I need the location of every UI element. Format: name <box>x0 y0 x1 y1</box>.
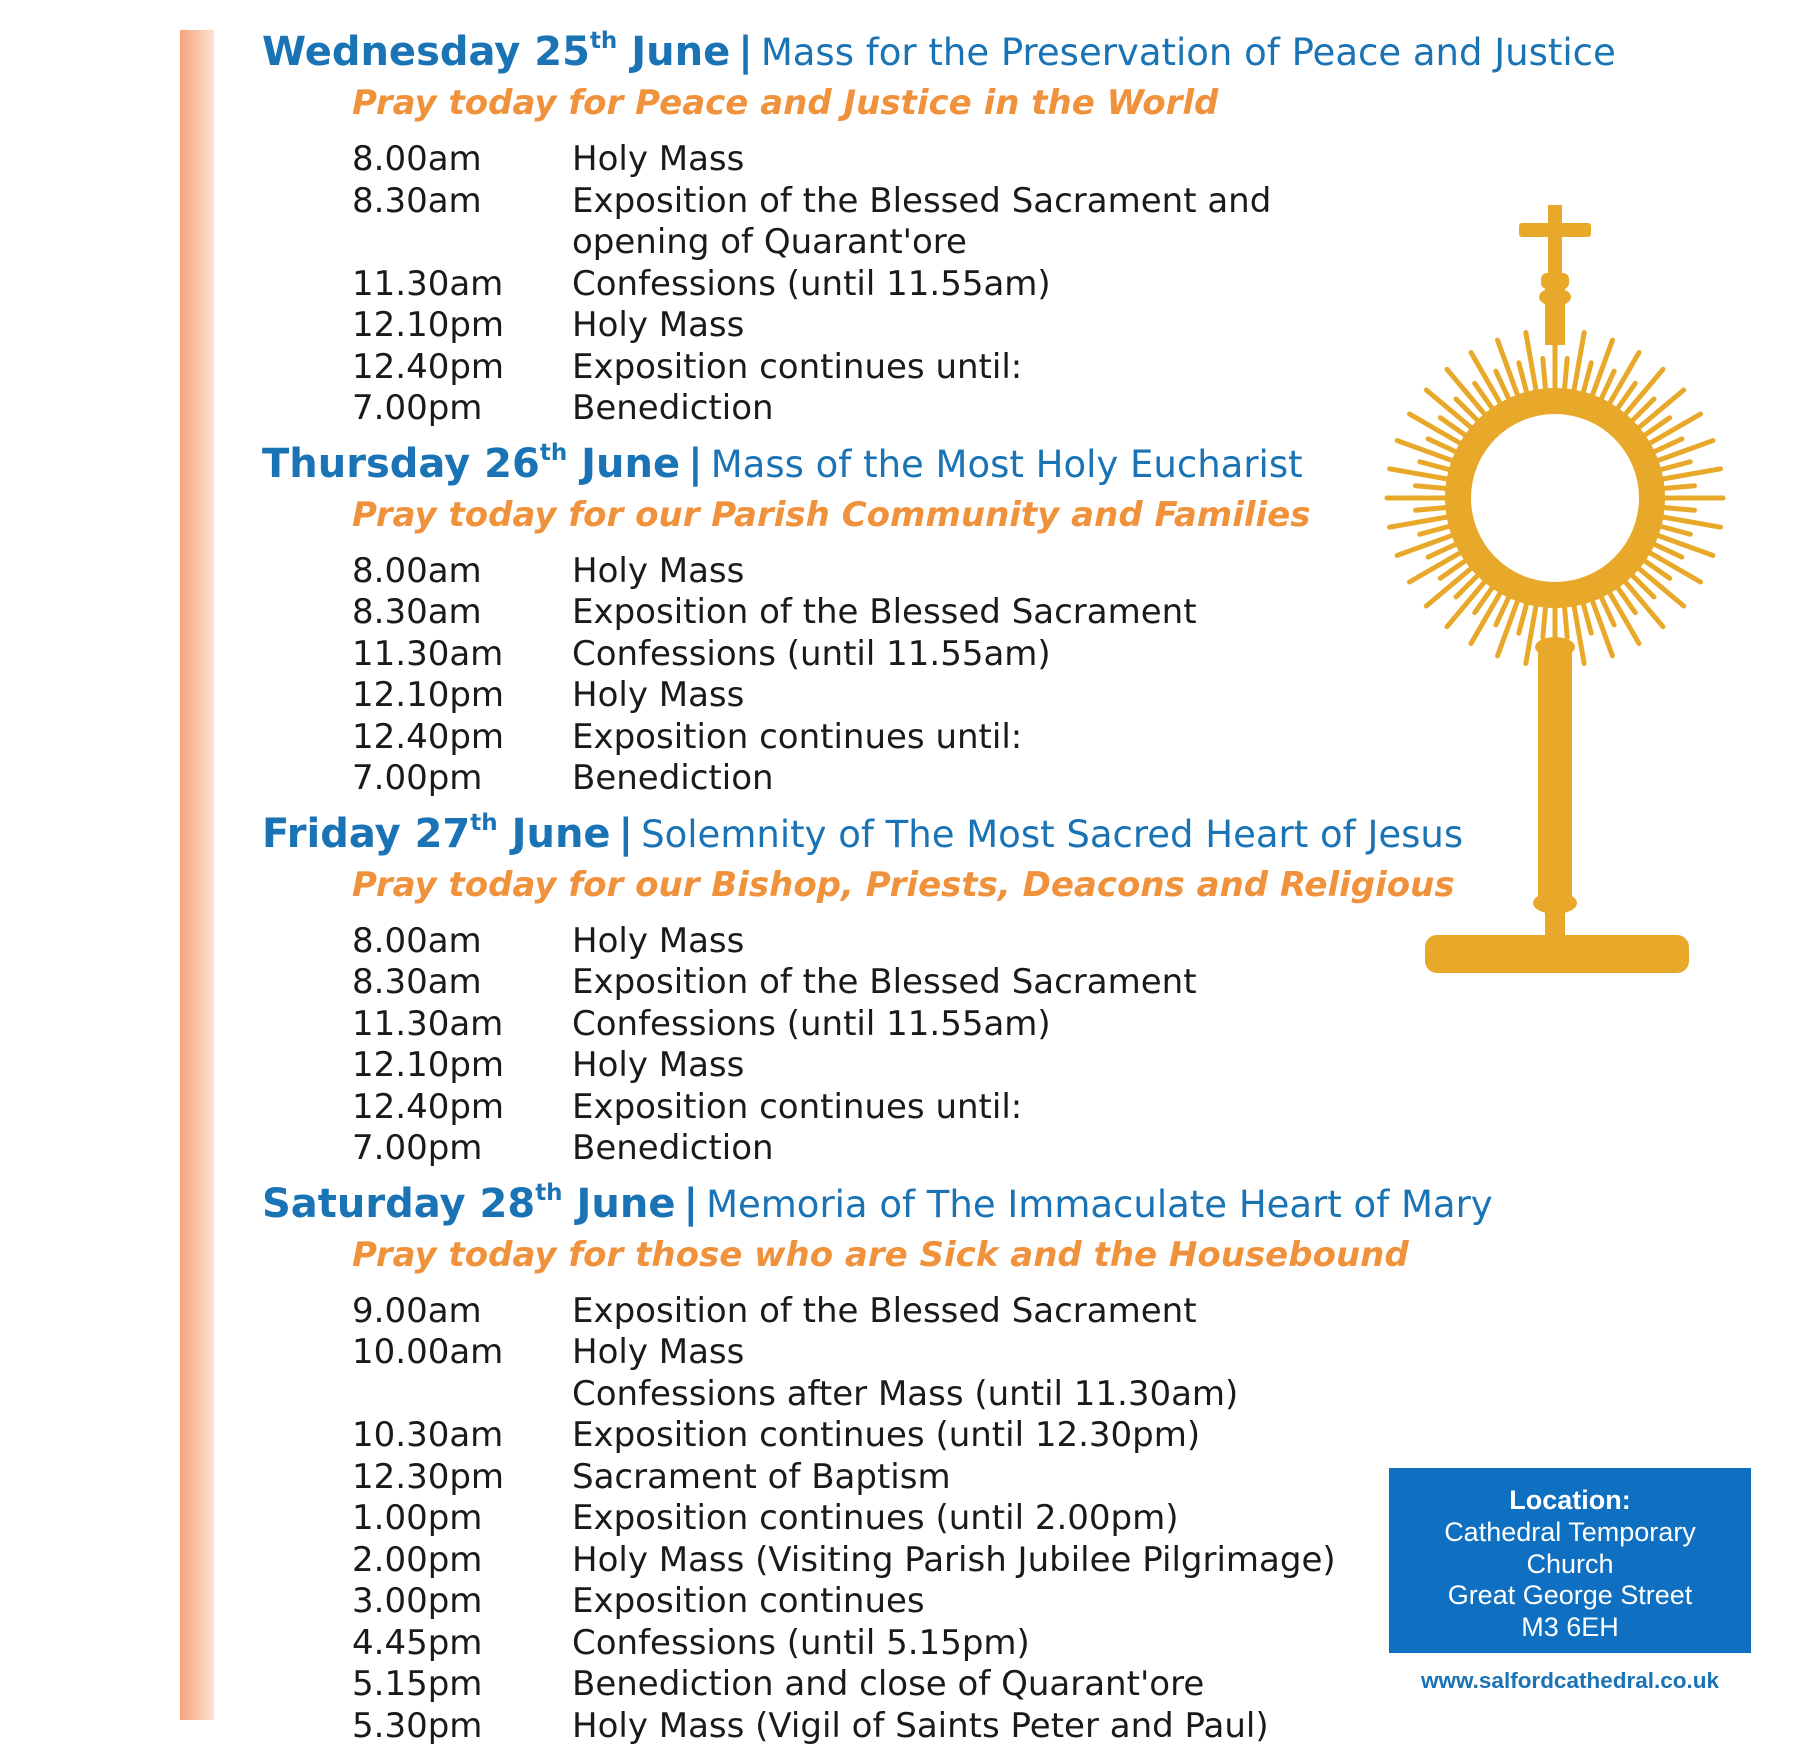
schedule-activity-group <box>572 1664 1402 1706</box>
schedule-row <box>352 1087 1402 1129</box>
heading-separator: | <box>688 440 703 487</box>
schedule-activity: Holy Mass <box>572 1045 745 1085</box>
day-date-suffix: th <box>470 809 498 836</box>
schedule-activity: Confessions (until 11.55am) <box>572 633 1051 674</box>
schedule-activity-group <box>572 388 1402 430</box>
schedule-row <box>352 1291 1402 1333</box>
schedule-row <box>352 1581 1402 1623</box>
day-date: Thursday 26 <box>262 440 540 487</box>
schedule-activity: Holy Mass (Visiting Parish Jubilee Pilgrimage) <box>572 1539 1336 1580</box>
schedule-time: 8.00am <box>352 550 482 591</box>
schedule-time: 12.40pm <box>352 1086 505 1127</box>
schedule-row <box>352 264 1402 306</box>
schedule-activity-group <box>572 1581 1402 1623</box>
schedule-activity: Exposition continues <box>572 1581 925 1621</box>
day-section <box>262 436 1402 800</box>
schedule-activity: Holy Mass <box>572 139 745 179</box>
schedule-time: 3.00pm <box>352 1581 483 1621</box>
schedule-activity: Exposition continues until: <box>572 1086 1023 1127</box>
schedule-activity: Benediction and close of Quarant'ore <box>572 1664 1205 1704</box>
schedule-activity: Holy Mass <box>572 920 745 961</box>
schedule-time: 11.30am <box>352 1003 504 1044</box>
schedule-row <box>352 347 1402 389</box>
day-name <box>262 29 730 75</box>
schedule-row <box>352 1332 1402 1415</box>
day-heading <box>262 1176 1493 1233</box>
schedule-activity-group <box>572 551 1402 593</box>
day-title: Solemnity of The Most Sacred Heart of Jesus <box>641 812 1464 856</box>
day-month: June <box>581 440 681 487</box>
schedule-activity: Exposition of the Blessed Sacrament <box>572 962 1197 1002</box>
schedule-activity-group <box>572 758 1402 800</box>
schedule-time: 12.10pm <box>352 305 505 345</box>
schedule-list <box>352 921 1402 1170</box>
schedule-activity-group <box>572 962 1402 1004</box>
schedule-activity: Holy Mass (Vigil of Saints Peter and Paul) <box>572 1705 1269 1746</box>
day-title: Memoria of The Immaculate Heart of Mary <box>706 1182 1493 1226</box>
schedule-row <box>352 1623 1402 1665</box>
day-heading <box>262 436 1402 493</box>
schedule-activity: Sacrament of Baptism <box>572 1456 951 1497</box>
schedule-activity-group <box>572 1706 1402 1748</box>
schedule-row <box>352 1540 1402 1582</box>
schedule-activity-group <box>572 1004 1402 1046</box>
day-heading <box>262 24 1616 81</box>
schedule-row <box>352 921 1402 963</box>
schedule-activity: Exposition of the Blessed Sacrament <box>572 592 1197 632</box>
schedule-activity: Exposition continues until: <box>572 346 1023 387</box>
schedule-row <box>352 1664 1402 1706</box>
schedule-row <box>352 717 1402 759</box>
schedule-activity-group <box>572 592 1402 634</box>
schedule-row <box>352 962 1402 1004</box>
schedule-time: 8.00am <box>352 139 482 179</box>
schedule-activity-group <box>572 1045 1402 1087</box>
location-line: Cathedral Temporary <box>1444 1517 1696 1547</box>
day-date: Wednesday 25 <box>262 29 590 75</box>
schedule-activity: Holy Mass <box>572 305 745 345</box>
prayer-intention: Pray today for our Parish Community and Families <box>352 494 1311 535</box>
prayer-intention: Pray today for Peace and Justice in the World <box>352 83 1219 123</box>
day-date-suffix: th <box>535 1179 563 1206</box>
schedule-row <box>352 388 1402 430</box>
schedule-activity: opening of Quarant'ore <box>572 222 967 262</box>
day-name <box>262 811 611 857</box>
schedule-activity: Confessions (until 11.55am) <box>572 1003 1051 1044</box>
schedule-time: 11.30am <box>352 263 504 304</box>
prayer-intention: Pray today for our Bishop, Priests, Deacons and Religious <box>352 864 1455 905</box>
schedule-activity-group <box>572 717 1402 759</box>
schedule-time: 11.30am <box>352 633 504 674</box>
schedule-time: 4.45pm <box>352 1622 483 1663</box>
schedule-activity: Exposition continues (until 12.30pm) <box>572 1415 1201 1455</box>
day-month: June <box>576 1180 676 1227</box>
schedule-activity-group <box>572 1415 1402 1457</box>
schedule-time: 9.00am <box>352 1290 482 1331</box>
location-line: Great George Street <box>1447 1580 1693 1610</box>
heading-separator: | <box>738 29 753 75</box>
schedule-time: 8.30am <box>352 180 482 221</box>
schedule-time: 12.30pm <box>352 1456 505 1497</box>
schedule-activity-group <box>572 1332 1402 1415</box>
schedule-time: 12.40pm <box>352 346 505 387</box>
schedule-row <box>352 551 1402 593</box>
schedule-row <box>352 1457 1402 1499</box>
day-date: Saturday 28 <box>262 1180 536 1227</box>
schedule-activity-group <box>572 1128 1402 1170</box>
schedule-activity-group <box>572 634 1402 676</box>
schedule-row <box>352 1415 1402 1457</box>
schedule-row <box>352 305 1402 347</box>
schedule-activity: Benediction <box>572 758 774 798</box>
schedule-row <box>352 1128 1402 1170</box>
location-box <box>1389 1468 1751 1653</box>
schedule-activity: Exposition of the Blessed Sacrament <box>572 1290 1197 1331</box>
schedule-time: 12.40pm <box>352 716 505 757</box>
day-name <box>262 441 680 487</box>
schedule-time: 7.00pm <box>352 758 483 798</box>
schedule-activity-group <box>572 1457 1402 1499</box>
schedule-row <box>352 139 1402 181</box>
schedule-row <box>352 181 1402 264</box>
schedule-row <box>352 592 1402 634</box>
heading-separator: | <box>683 1180 699 1227</box>
day-section <box>262 24 1616 430</box>
schedule-row <box>352 1045 1402 1087</box>
schedule-time: 12.10pm <box>352 1045 505 1085</box>
schedule-time: 5.15pm <box>352 1664 483 1704</box>
schedule-activity: Holy Mass <box>572 550 745 591</box>
schedule-row <box>352 634 1402 676</box>
schedule-activity-group <box>572 921 1402 963</box>
schedule-time: 8.30am <box>352 592 482 632</box>
schedule-time: 8.00am <box>352 920 482 961</box>
schedule-list <box>352 1291 1402 1748</box>
schedule-list <box>352 139 1402 430</box>
schedule-activity-group <box>572 1498 1402 1540</box>
day-section <box>262 806 1464 1170</box>
schedule-activity-group <box>572 675 1402 717</box>
day-date: Friday 27 <box>262 810 471 857</box>
schedule-activity-group <box>572 264 1402 306</box>
heading-separator: | <box>618 810 634 857</box>
decorative-side-bar <box>180 30 214 1720</box>
schedule-activity: Exposition continues (until 2.00pm) <box>572 1498 1179 1538</box>
schedule-time: 10.30am <box>352 1415 504 1455</box>
schedule-time: 1.00pm <box>352 1498 483 1538</box>
schedule-row <box>352 1004 1402 1046</box>
location-line: M3 6EH <box>1521 1611 1619 1642</box>
schedule-activity: Holy Mass <box>572 1332 745 1372</box>
schedule-activity-group <box>572 1623 1402 1665</box>
schedule-activity: Exposition continues until: <box>572 716 1023 757</box>
schedule-activity: Benediction <box>572 1128 774 1168</box>
schedule-activity-group <box>572 305 1402 347</box>
day-section <box>262 1176 1493 1748</box>
schedule-activity-group <box>572 1540 1402 1582</box>
day-heading <box>262 806 1464 863</box>
website-link[interactable]: www.salfordcathedral.co.uk <box>1421 1668 1719 1693</box>
schedule-activity: Confessions (until 5.15pm) <box>572 1622 1030 1663</box>
day-title: Mass of the Most Holy Eucharist <box>710 442 1303 486</box>
day-month: June <box>631 29 731 75</box>
schedule-time: 8.30am <box>352 962 482 1002</box>
schedule-activity: Confessions (until 11.55am) <box>572 263 1051 304</box>
day-title: Mass for the Preservation of Peace and Justice <box>760 31 1616 74</box>
schedule-activity: Exposition of the Blessed Sacrament and <box>572 180 1272 221</box>
schedule-activity-group <box>572 1291 1402 1333</box>
location-line: Church <box>1526 1548 1614 1579</box>
day-date-suffix: th <box>539 439 568 466</box>
schedule-time: 10.00am <box>352 1332 504 1372</box>
schedule-time: 12.10pm <box>352 675 505 715</box>
schedule-activity: Holy Mass <box>572 675 745 715</box>
prayer-intention: Pray today for those who are Sick and the Housebound <box>352 1234 1409 1275</box>
schedule-activity: Confessions after Mass (until 11.30am) <box>572 1373 1239 1414</box>
location-label: Location: <box>1509 1485 1631 1515</box>
schedule-row <box>352 1706 1402 1748</box>
schedule-row <box>352 1498 1402 1540</box>
schedule-activity-group <box>572 1087 1402 1129</box>
schedule-activity: Benediction <box>572 388 774 428</box>
schedule-row <box>352 675 1402 717</box>
day-name <box>262 1181 675 1227</box>
day-month: June <box>511 810 611 857</box>
schedule-time: 7.00pm <box>352 1128 483 1168</box>
schedule-time: 7.00pm <box>352 388 483 428</box>
monstrance-icon <box>1355 205 1755 995</box>
schedule-time: 2.00pm <box>352 1539 483 1580</box>
schedule-row <box>352 758 1402 800</box>
schedule-time: 5.30pm <box>352 1705 483 1746</box>
schedule-activity-group <box>572 139 1402 181</box>
schedule-activity-group <box>572 181 1402 264</box>
schedule-list <box>352 551 1402 800</box>
schedule-activity-group <box>572 347 1402 389</box>
day-date-suffix: th <box>589 28 618 54</box>
